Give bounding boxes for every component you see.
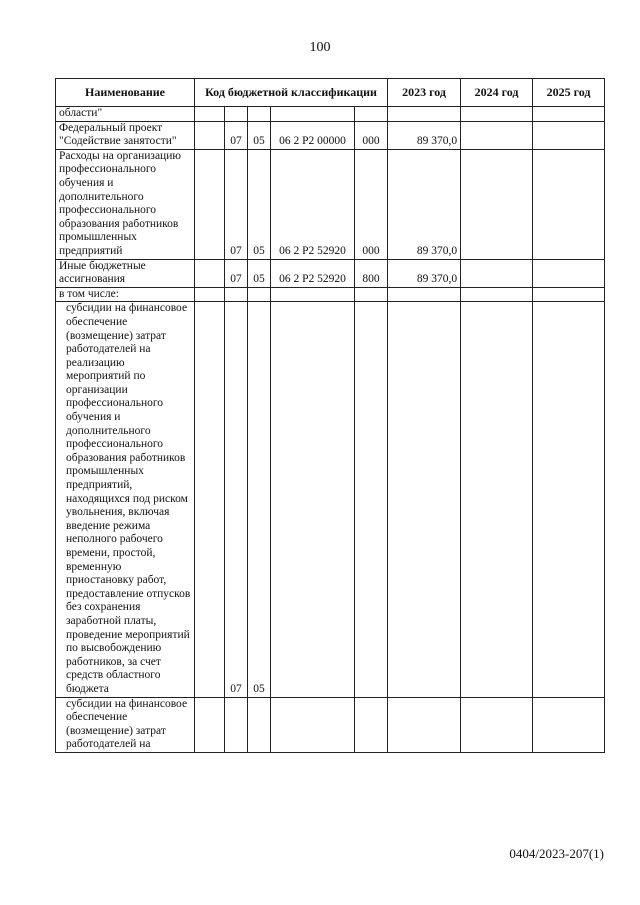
table-row [56, 302, 605, 697]
row-code-subsection: 05 [248, 149, 271, 259]
row-amount-2023 [388, 287, 461, 302]
row-code-section [225, 107, 248, 122]
row-code-subsection: 05 [248, 259, 271, 287]
row-code-section: 07 [225, 149, 248, 259]
row-code-1 [195, 697, 225, 752]
table-row [56, 107, 605, 122]
row-code-target [271, 287, 355, 302]
row-amount-2023: 89 370,0 [388, 259, 461, 287]
row-amount-2025 [533, 302, 605, 697]
row-code-subsection [248, 697, 271, 752]
header-2023: 2023 год [388, 79, 461, 107]
row-amount-2023: 89 370,0 [388, 149, 461, 259]
row-code-subsection: 05 [248, 121, 271, 149]
row-code-1 [195, 121, 225, 149]
row-code-subsection [248, 107, 271, 122]
row-code-expense-type [355, 697, 388, 752]
row-amount-2025 [533, 697, 605, 752]
header-name: Наименование [56, 79, 195, 107]
row-amount-2024 [461, 107, 533, 122]
row-amount-2023 [388, 697, 461, 752]
row-name: Расходы на организацию профессионального обучения и дополнительного профессионального образования работников промышленных предприятий [56, 149, 195, 259]
row-code-subsection: 05 [248, 302, 271, 697]
row-code-section: 07 [225, 302, 248, 697]
row-code-1 [195, 107, 225, 122]
header-row [56, 79, 605, 107]
row-code-expense-type [355, 287, 388, 302]
row-code-target: 06 2 Р2 00000 [271, 121, 355, 149]
row-code-expense-type: 000 [355, 121, 388, 149]
row-code-target: 06 2 Р2 52920 [271, 259, 355, 287]
row-amount-2024 [461, 302, 533, 697]
row-code-section: 07 [225, 259, 248, 287]
row-code-section [225, 697, 248, 752]
header-2024: 2024 год [461, 79, 533, 107]
row-amount-2024 [461, 259, 533, 287]
row-name: субсидии на финансовое обеспечение (возмещение) затрат работодателей на реализацию мероприятий по организации профессионального обучения и дополнительного профессионального образования работников промышленных предприятий, находящихся под риском увольнения, включая введение режима неполного рабочего времени, простой, временную приостановку работ, предоставление отпусков без сохранения заработной платы, проведение мероприятий по высвобождению работников, за счет средств областного бюджета [56, 302, 195, 697]
header-2025: 2025 год [533, 79, 605, 107]
row-code-expense-type [355, 302, 388, 697]
row-code-target [271, 302, 355, 697]
row-code-subsection [248, 287, 271, 302]
row-amount-2023: 89 370,0 [388, 121, 461, 149]
row-code-1 [195, 259, 225, 287]
table-row [56, 149, 605, 259]
table-row [56, 121, 605, 149]
header-code: Код бюджетной классификации [195, 79, 388, 107]
row-code-expense-type: 000 [355, 149, 388, 259]
row-amount-2024 [461, 287, 533, 302]
row-name: области" [56, 107, 195, 122]
row-code-section: 07 [225, 121, 248, 149]
budget-table [55, 78, 605, 753]
row-name: Федеральный проект "Содействие занятости" [56, 121, 195, 149]
row-amount-2025 [533, 287, 605, 302]
row-amount-2024 [461, 697, 533, 752]
row-code-1 [195, 302, 225, 697]
row-code-1 [195, 287, 225, 302]
row-amount-2024 [461, 121, 533, 149]
document-code: 0404/2023-207(1) [509, 846, 604, 861]
page-number: 100 [309, 40, 331, 55]
row-code-1 [195, 149, 225, 259]
row-amount-2024 [461, 149, 533, 259]
row-code-expense-type: 800 [355, 259, 388, 287]
row-amount-2025 [533, 149, 605, 259]
row-code-target: 06 2 Р2 52920 [271, 149, 355, 259]
row-name: субсидии на финансовое обеспечение (возмещение) затрат работодателей на [56, 697, 195, 752]
row-code-expense-type [355, 107, 388, 122]
row-code-section [225, 287, 248, 302]
row-amount-2025 [533, 259, 605, 287]
table-row [56, 287, 605, 302]
row-amount-2023 [388, 302, 461, 697]
table-row [56, 259, 605, 287]
row-code-target [271, 107, 355, 122]
row-name: в том числе: [56, 287, 195, 302]
row-name: Иные бюджетные ассигнования [56, 259, 195, 287]
row-amount-2025 [533, 121, 605, 149]
row-amount-2025 [533, 107, 605, 122]
row-amount-2023 [388, 107, 461, 122]
table-row [56, 697, 605, 752]
row-code-target [271, 697, 355, 752]
